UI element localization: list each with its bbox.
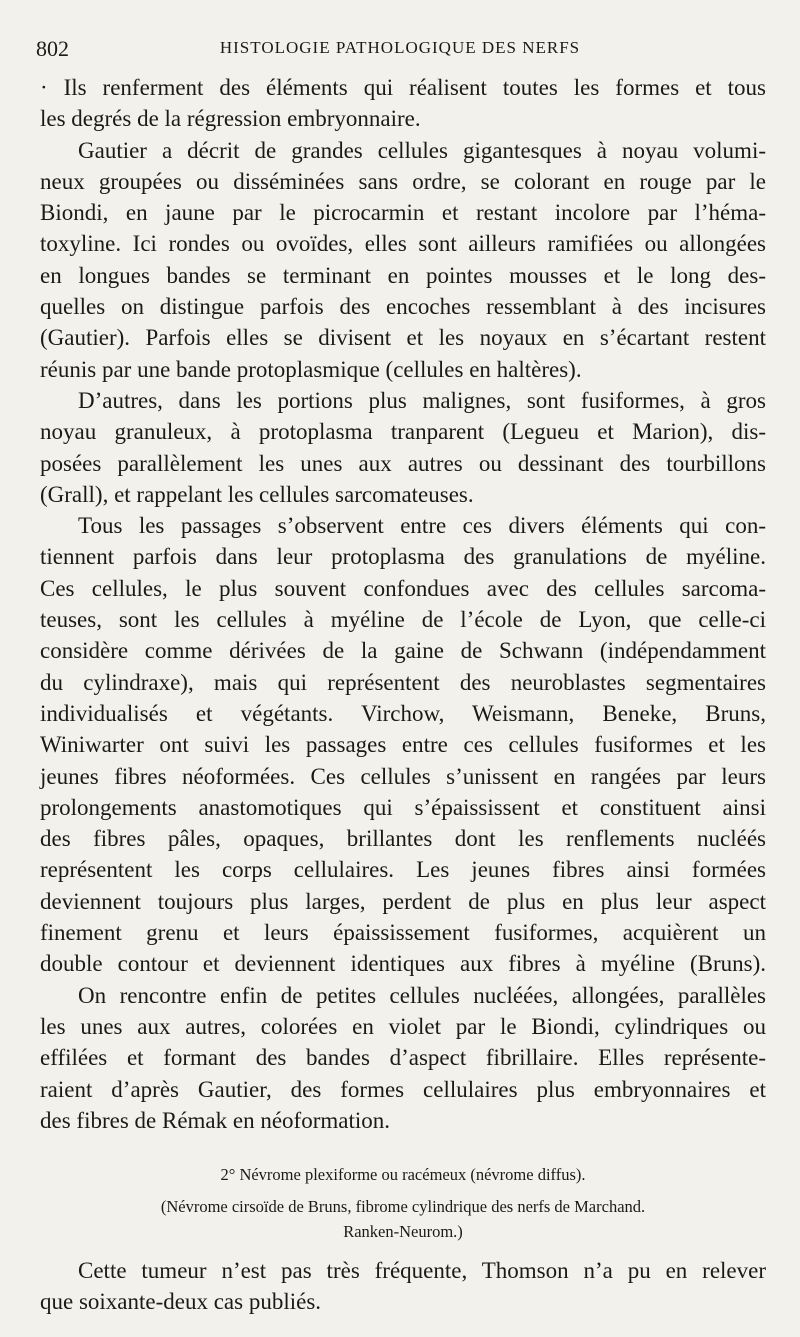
closing-paragraph (40, 1255, 766, 1318)
text-line: des fibres pâles, opaques, brillantes dont les renflements nucléés (40, 826, 766, 852)
alternate-names-line-1: (Névrome cirsoïde de Bruns, fibrome cylindrique des nerfs de Marchand. (160, 1197, 646, 1216)
running-title: HISTOLOGIE PATHOLOGIQUE DES NERFS (219, 38, 581, 57)
text-line: des fibres de Rémak en néoformation. (40, 1107, 390, 1133)
text-line: noyau granuleux, à protoplasma tranparent (Legueu et Marion), dis- (40, 419, 766, 445)
text-line: Gautier a décrit de grandes cellules gigantesques à noyau volumi- (78, 137, 766, 163)
body-text (40, 72, 766, 1136)
text-line: posées parallèlement les unes aux autres ou dessinant des tourbillons (40, 450, 766, 476)
text-line: Winiwarter ont suivi les passages entre ces cellules fusiformes et les (40, 732, 766, 758)
text-line: raient d’après Gautier, des formes cellulaires plus embryonnaires et (40, 1076, 766, 1102)
text-line: toxyline. Ici rondes ou ovoïdes, elles sont ailleurs ramifiées ou allongées (40, 231, 766, 257)
section-heading: 2° Névrome plexiforme ou racémeux (névrome diffus). (220, 1165, 586, 1184)
text-line: tiennent parfois dans leur protoplasma des granulations de myéline. (40, 544, 766, 570)
section-alternate-names (40, 1194, 766, 1244)
text-line: · Ils renferment des éléments qui réalisent toutes les formes et tous (40, 75, 766, 100)
text-line: représentent les corps cellulaires. Les jeunes fibres ainsi formées (40, 857, 766, 883)
text-line: On rencontre enfin de petites cellules nucléées, allongées, parallèles (78, 982, 766, 1008)
alternate-names-line-2: Ranken-Neurom.) (343, 1222, 463, 1241)
text-line: neux groupées ou disséminées sans ordre, se colorant en rouge par le (40, 168, 766, 194)
text-line: jeunes fibres néoformées. Ces cellules s’unissent en rangées par leurs (40, 763, 766, 789)
text-line: (Gautier). Parfois elles se divisent et les noyaux en s’écartant restent (40, 325, 766, 351)
text-line: du cylindraxe), mais qui représentent des neuroblastes segmentaires (40, 669, 766, 695)
text-line: D’autres, dans les portions plus malignes, sont fusiformes, à gros (78, 387, 766, 413)
text-line: individualisés et végétants. Virchow, Weismann, Beneke, Bruns, (40, 700, 766, 726)
text-line: que soixante-deux cas publiés. (40, 1289, 322, 1315)
text-line: les unes aux autres, colorées en violet par le Biondi, cylindriques ou (40, 1013, 766, 1039)
text-line: finement grenu et leurs épaississement fusiformes, acquièrent un (40, 920, 766, 946)
text-line: quelles on distingue parfois des encoches ressemblant à des incisures (40, 294, 766, 320)
page-number: 802 (36, 36, 69, 61)
text-line: prolongements anastomotiques qui s’épaississent et constituent ainsi (40, 794, 766, 820)
text-line: Biondi, en jaune par le picrocarmin et restant incolore par l’héma- (40, 200, 766, 226)
text-line: réunis par une bande protoplasmique (cellules en haltères). (40, 356, 582, 382)
text-line: (Grall), et rappelant les cellules sarcomateuses. (40, 481, 474, 507)
text-line: deviennent toujours plus larges, perdent de plus en plus leur aspect (40, 888, 766, 914)
text-line: Tous les passages s’observent entre ces divers éléments qui con- (78, 513, 766, 539)
text-line: double contour et deviennent identiques aux fibres à myéline (Bruns). (40, 951, 766, 977)
text-line: effilées et formant des bandes d’aspect fibrillaire. Elles représente- (40, 1045, 766, 1071)
text-line: Ces cellules, le plus souvent confondues avec des cellules sarcoma- (40, 575, 766, 601)
text-line: en longues bandes se terminant en pointes mousses et le long des- (40, 262, 766, 288)
text-line: considère comme dérivées de la gaine de Schwann (indépendamment (40, 638, 766, 664)
page-header (36, 36, 764, 66)
text-line: Cette tumeur n’est pas très fréquente, Thomson n’a pu en relever (78, 1258, 766, 1283)
text-line: teuses, sont les cellules à myéline de l’école de Lyon, que celle-ci (40, 607, 766, 633)
text-line: les degrés de la régression embryonnaire. (40, 106, 421, 132)
